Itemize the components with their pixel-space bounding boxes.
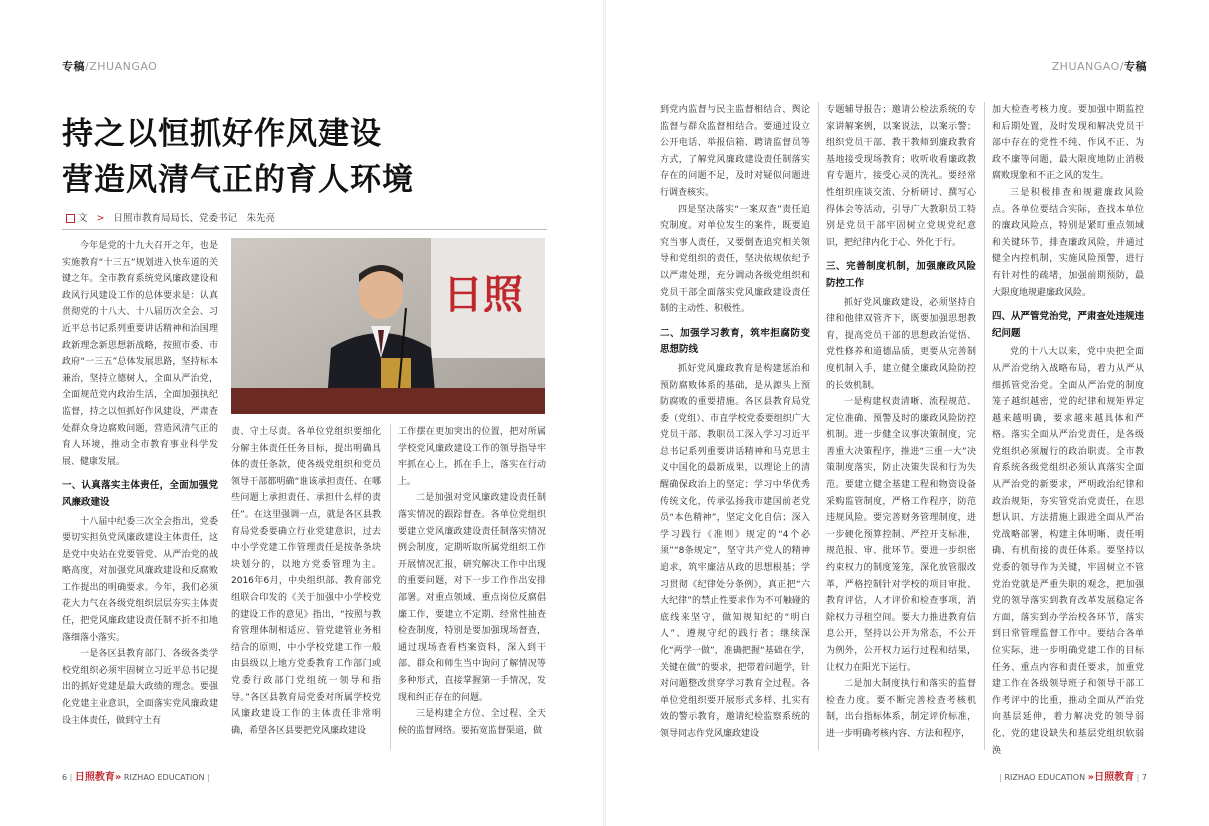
author-photo [231,238,545,414]
byline-arrow-icon: > [96,213,105,224]
paragraph: 三是构建全方位、全过程、全天候的监督网络。要拓宽监督渠道，做 [398,709,546,736]
column-divider [390,424,391,750]
paragraph: 抓好党风廉政建设，必须坚持自律和他律双管齐下，既要加强思想教育，提高党员干部的思想政治觉悟、党性修养和道德品质，更要从完善制度机制入手，建立健全廉政风险防控的长效机制。 [826,297,976,391]
byline [66,210,275,224]
byline-author: 日照市教育局局长、党委书记 朱先亮 [113,213,276,224]
section-heading: 一、认真落实主体责任，全面加强党风廉政建设 [62,480,218,508]
byline-square-icon [66,214,75,223]
article-column-6 [992,102,1145,756]
section-heading: 三、完善制度机制，加强廉政风险防控工作 [826,261,976,289]
footer-brand: 日照教育 [74,772,115,783]
paragraph: 党的十八大以来，党中央把全面从严治党纳入战略布局，着力从严从细抓管党治党。全面从严治党的制度笼子越织越密，党的纪律和规矩界定越来越明确，要求越来越具体和严格。落实全面从严治党责任，是各级党组织必须履行的政治职责。全市教育系统各级党组织必须认真落实全面从严治党的新要求，严明政治纪律和政治规矩，夯实管党治党责任，在思想认识、方法措施上跟进全面从严治党战略部署，构建主体明晰、责任明确、有机衔接的责任体系。要坚持以党委的领导作为关键，牢固树立不管党治党就是严重失职的观念，把加强党的领导落实到教育改革发展稳定各方面，落实到办学治校各环节，落实到日常管理监督工作中。要结合各单位实际，进一步明确党建工作的目标任务、重点内容和责任要求，加重党建工作在各级领导班子和领导干部工作考评中的比重，推动全面从严治党向基层延伸，着力解决党的领导弱化、党的建设缺失和基层党组织软弱涣 [992,347,1144,756]
header-section-en: ZHUANGAO [1051,60,1120,73]
section-heading: 四、从严管党治党，严肃查处违规违纪问题 [992,311,1145,339]
left-page-footer [62,768,210,783]
header-section-cn: 专稿 [1124,60,1147,73]
footer-brand-en: RIZHAO EDUCATION [1004,773,1086,782]
paragraph: 工作摆在更加突出的位置，把对所属学校党风廉政建设工作的领导指导牢牢抓在心上，抓在手上，落实在行动上。 [398,427,546,487]
paragraph: 抓好党风廉政教育是构建惩治和预防腐败体系的基础，是从源头上预防腐败的重要措施。各区县教育局党委（党组）、市直学校党委要组织广大党员干部、教职员工深入学习习近平总书记系列重要讲话精神和马克思主义中国化的最新成果，以理论上的清醒确保政治上的坚定；学习中华优秀传统文化，传承弘扬我市建国前老党员“本色精神”，坚定文化自信；深入学习践行《准则》规定的“4个必须”“8条规定”，坚守共产党人的精神追求，筑牢廉洁从政的思想根基；学习贯彻《纪律处分条例》，真正把“六大纪律”的禁止性要求作为不可触碰的底线来坚守，做知规知纪的“明白人”、遵规守纪的践行者；继续深化“两学一做”，准确把握“基础在学，关键在做”的要求，把带着问题学，针对问题整改贯穿学习教育全过程。各单位党组织要开展形式多样、扎实有效的警示教育，邀请纪检监察系统的领导同志作党风廉政建设 [660,363,810,739]
column-divider [984,102,985,750]
section-heading: 二、加强学习教育，筑牢拒腐防变思想防线 [660,327,810,356]
byline-label: 文 [78,213,88,224]
page-number: 7 [1141,773,1147,782]
footer-divider: | [999,773,1002,782]
paragraph: 到党内监督与民主监督相结合、舆论监督与群众监督相结合。要通过设立公开电话、举报信箱、聘请监督员等方式，了解党风廉政建设责任制落实存在的问题不足，及时对疑似问题进行调查核实。 [660,105,810,198]
footer-divider: | [1136,773,1140,782]
footer-divider: | [207,773,210,782]
title-rule [62,229,547,230]
paragraph: 一是构建权责清晰、流程规范、定位准确、预警及时的廉政风险防控机制。进一步健全议事决策制度，完善重大决策程序，推进“三重一大”决策制度落实，防止决策失误和行为失范。要建立健全基建工程和物资设备采购监管制度，严格工作程序，防范违规风险。要完善财务管理制度，进一步硬化预算控制、严控开支标准，规范报、审、批环节。要进一步织密约束权力的制度笼笼，深化放管服改革，严格控制针对学校的项目审批、教育评估，人才评价和检查事项，消除权力寻租空间。要大力推进教育信息公开，坚持以公开为常态，不公开为例外，公开权力运行过程和结果，让权力在阳光下运行。 [826,397,976,673]
paragraph: 二是加大制度执行和落实的监督检查力度。要不断完善检查考核机制，出台指标体系，制定评价标准，进一步明确考核内容、方法和程序， [826,679,976,739]
paragraph: 二是加强对党风廉政建设责任制落实情况的跟踪督查。各单位党组织要建立党风廉政建设责任制落实情况例会制度，定期听取所属党组织工作开展情况汇报，研究解决工作中出现的重要问题，对下一步工作作出安排部署。对重点领域、重点岗位反腐倡廉工作，要建立不定期、经常性抽查检查制度，特别是要加强现场督查，通过现场查看档案资料，深入到干部、群众和师生当中询问了解情况等多种形式，直接掌握第一手情况，发现和纠正存在的问题。 [398,493,546,703]
footer-brand: 日照教育 [1094,772,1135,783]
right-page-footer [999,768,1147,783]
footer-arrows-icon: » [1087,772,1095,783]
paragraph: 今年是党的十九大召开之年，也是实施教育“十三五”规划进入快车道的关键之年。全市教育系统党风廉政建设和政风行风建设工作的总体要求是：认真贯彻党的十八大、十八届历次全会、习近平总书记系列重要讲话精神和治国理政新理念新思想新战略，按照市委、市政府“一三五”总体发展思路，坚持标本兼治，坚持立德树人，全面从严治党，全面规范党内政治生活，全面加强执纪监督，持之以恒抓好作风建设，严肃查处群众身边腐败问题，营造风清气正的育人环境，推动全市教育事业科学发展、健康发展。 [62,241,218,467]
article-title-line2: 营造风清气正的育人环境 [62,162,414,198]
paragraph: 四是坚决落实“一案双查”责任追究制度。对单位发生的案件，既要追究当事人责任，又要倒查追究相关领导和党组织的责任，坚决依规依纪予以严肃处理，充分调动各级党组织和党员干部全面落实党风廉政建设责任制的主动性、积极性。 [660,204,810,315]
article-title-line1: 持之以恒抓好作风建设 [62,116,382,152]
paragraph: 三是积极排查和规避廉政风险点。各单位要结合实际，查找本单位的廉政风险点，特别是紧盯重点领域和关键环节，排查廉政风险，并通过健全内控机制，实施风险预警，进行有针对性的疏堵，加强前期预防，最大限度地规避廉政风险。 [992,187,1144,298]
footer-divider: | [69,773,73,782]
paragraph: 加大检查考核力度。要加强中期监控和后期处置，及时发现和解决党员干部中存在的党性不纯、作风不正、为政不廉等问题，最大限度地防止消极腐败现象和不正之风的发生。 [992,105,1144,182]
paragraph: 专题辅导报告；邀请公检法系统的专家讲解案例，以案说法，以案示警；组织党员干部、教干教师到廉政教育基地接受现场教育；收听收看廉政教育专题片，接受心灵的洗礼。要经常性组织座谈交流、分析研讨、撰写心得体会等活动，引导广大教职员工特别是党员干部牢固树立党规党纪意识，把纪律内化于心、外化于行。 [826,105,976,248]
author-photo-illustration [231,238,545,414]
column-divider [818,102,819,750]
paragraph: 一是各区县教育部门、各级各类学校党组织必须牢固树立习近平总书记提出的抓好党建是最大政绩的理念。要强化党建主业意识，全面落实党风廉政建设主体责任，做到守土有 [62,649,218,726]
article-column-3 [398,424,546,750]
left-page-header: 专稿/ZHUANGAO [62,60,158,73]
paragraph: 十八届中纪委三次全会指出，党委要切实担负党风廉政建设主体责任，这是党中央站在党要管党、从严治党的战略高度，对加强党风廉政建设和反腐败工作提出的明确要求。今年，我们必须花大力气在各级党组织层层夯实主体责任，把党风廉政建设责任制不折不扣地落细落小落实。 [62,516,218,643]
paragraph: 责、守土尽责。各单位党组织要细化分解主体责任任务目标，提出明确具体的责任条款，使各级党组织和党员领导干部都明确“谁该承担责任、在哪些问题上承担责任、承担什么样的责任”。在这里强调一点，就是各区县教育局党委要确立行业党建意识，过去中小学党建工作管理责任是按条条块块划分的，以地方党委管理为主。2016年6月，中央组织部、教育部党组联合印发的《关于加强中小学校党的建设工作的意见》指出，“按照与教育管理体制相适应、管党建管业务相结合的原则，中小学校党建工作一般由县级以上地方党委教育工作部门或党委行政部门党组统一领导和指导。”各区县教育局党委对所属学校党风廉政建设工作的主体责任非常明确，希望各区县要把党风廉政建设 [231,427,381,736]
page-number: 6 [62,773,68,782]
header-section-cn: 专稿 [62,60,85,73]
article-column-5 [826,102,976,750]
article-column-1 [62,238,218,748]
article-column-2 [231,424,381,750]
article-column-4 [660,102,810,750]
footer-arrows-icon: » [114,772,122,783]
page-spine [603,0,606,826]
header-section-en: ZHUANGAO [89,60,158,73]
footer-brand-en: RIZHAO EDUCATION [123,773,205,782]
backdrop-text: 日照 [443,272,523,318]
right-page-header: ZHUANGAO/专稿 [1051,60,1147,73]
